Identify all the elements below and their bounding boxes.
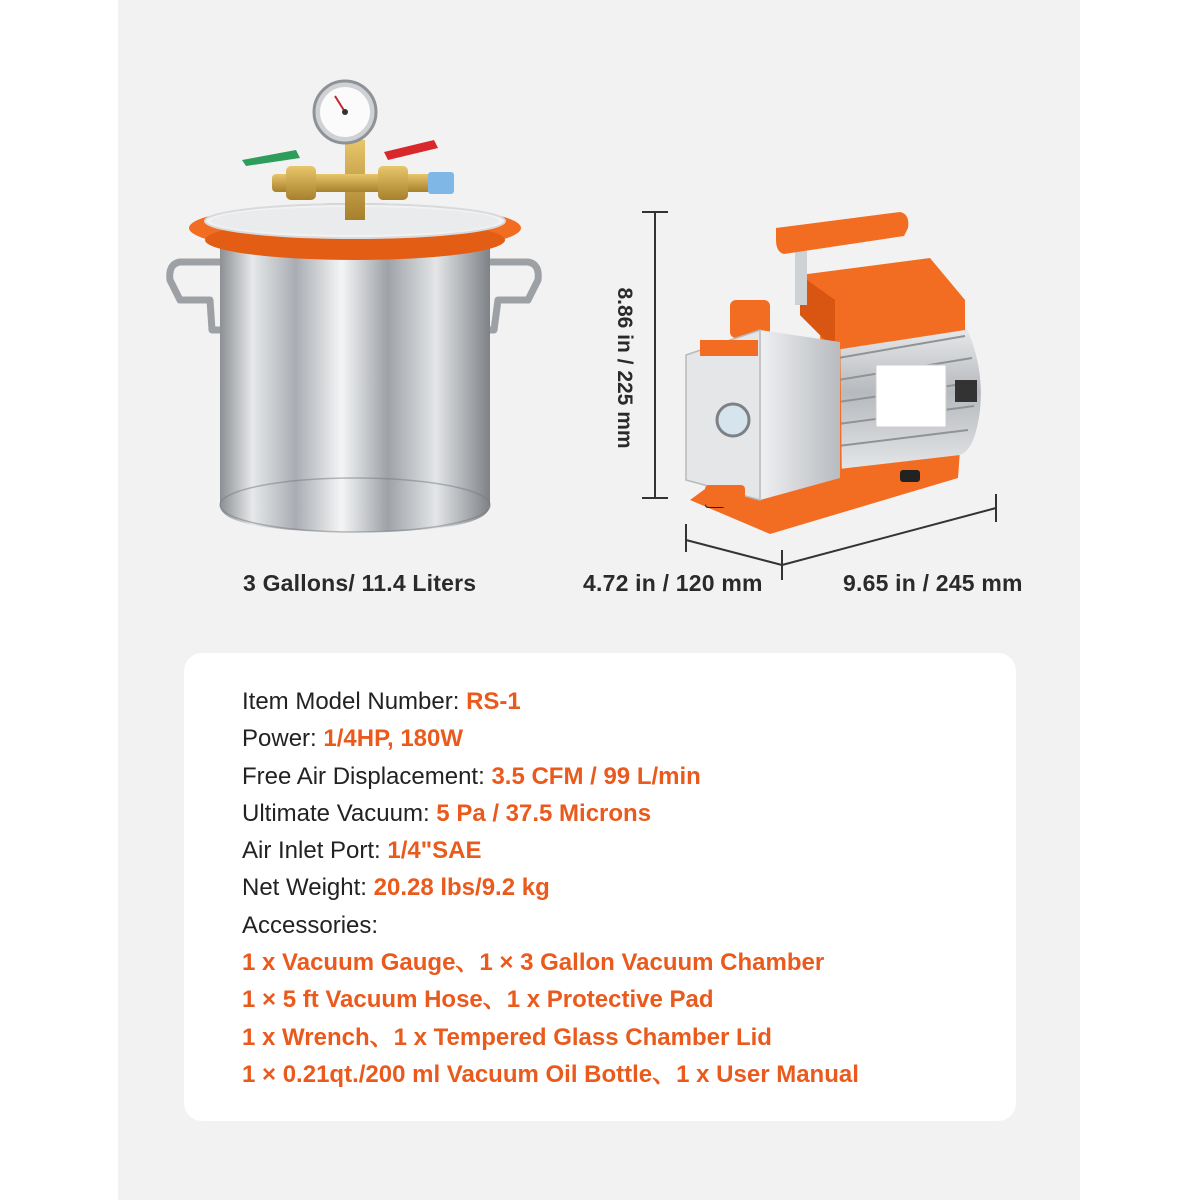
accessories-heading: Accessories: bbox=[242, 911, 379, 939]
spec-label: Item Model Number: bbox=[242, 688, 460, 715]
vacuum-pump-image bbox=[686, 212, 981, 534]
width-dimension-caption: 4.72 in / 120 mm bbox=[583, 570, 763, 596]
accessory-line: 1 x Vacuum Gauge、1 × 3 Gallon Vacuum Chamber bbox=[242, 949, 825, 977]
vacuum-chamber-image bbox=[170, 81, 539, 532]
spec-label: Net Weight: bbox=[242, 874, 367, 902]
spec-value: 1/4HP, 180W bbox=[323, 725, 464, 753]
spec-label: Ultimate Vacuum: bbox=[242, 799, 430, 827]
spec-value: 3.5 CFM / 99 L/min bbox=[491, 762, 701, 790]
spec-value: RS-1 bbox=[466, 688, 521, 715]
spec-vacuum bbox=[242, 795, 859, 832]
spec-value: 20.28 lbs/9.2 kg bbox=[373, 874, 550, 902]
specifications-list bbox=[242, 683, 859, 1093]
spec-label: Power: bbox=[242, 725, 317, 753]
spec-value: 1/4"SAE bbox=[387, 837, 482, 865]
spec-value: 5 Pa / 37.5 Microns bbox=[436, 799, 652, 827]
height-dimension-caption: 8.86 in / 225 mm bbox=[613, 287, 636, 449]
spec-model bbox=[242, 683, 859, 720]
spec-label: Free Air Displacement: bbox=[242, 762, 485, 790]
spec-label: Air Inlet Port: bbox=[242, 837, 381, 865]
specifications-card bbox=[184, 653, 1016, 1121]
spec-power bbox=[242, 720, 859, 757]
accessory-line: 1 × 0.21qt./200 ml Vacuum Oil Bottle、1 x User Manual bbox=[242, 1060, 859, 1088]
spec-inlet bbox=[242, 832, 859, 869]
pressure-gauge-icon bbox=[314, 81, 376, 143]
accessory-line: 1 × 5 ft Vacuum Hose、1 x Protective Pad bbox=[242, 986, 714, 1014]
accessory-line: 1 x Wrench、1 x Tempered Glass Chamber Lid bbox=[242, 1023, 772, 1051]
chamber-capacity-caption: 3 Gallons/ 11.4 Liters bbox=[243, 570, 477, 596]
spec-weight bbox=[242, 869, 859, 906]
spec-displacement bbox=[242, 758, 859, 795]
length-dimension-caption: 9.65 in / 245 mm bbox=[843, 570, 1023, 596]
